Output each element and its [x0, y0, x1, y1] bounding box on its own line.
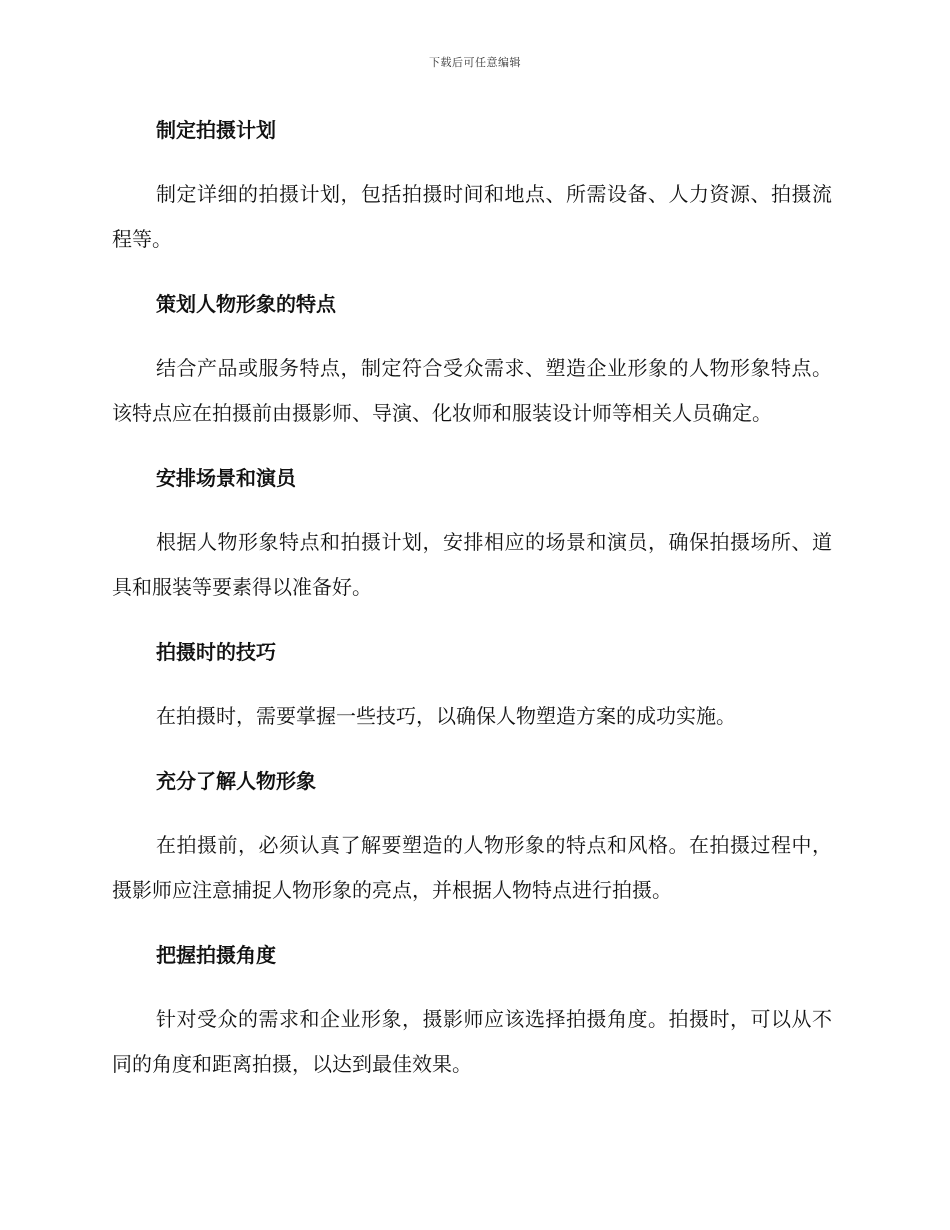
section-heading: 策划人物形象的特点	[156, 292, 336, 316]
section-paragraph: 结合产品或服务特点，制定符合受众需求、塑造企业形象的人物形象特点。该特点应在拍摄前由摄影师、导演、化妆师和服装设计师等相关人员确定。	[112, 356, 832, 425]
section-paragraph: 在拍摄前，必须认真了解要塑造的人物形象的特点和风格。在拍摄过程中，摄影师应注意捕捉人物形象的亮点，并根据人物特点进行拍摄。	[112, 833, 832, 902]
section-heading: 充分了解人物形象	[156, 769, 316, 793]
section-paragraph: 在拍摄时，需要掌握一些技巧，以确保人物塑造方案的成功实施。	[156, 704, 736, 728]
section-heading: 制定拍摄计划	[156, 118, 276, 142]
section-paragraph: 针对受众的需求和企业形象，摄影师应该选择拍摄角度。拍摄时，可以从不同的角度和距离拍摄，以达到最佳效果。	[112, 1007, 832, 1076]
header-note: 下载后可任意编辑	[429, 56, 521, 69]
section-heading: 拍摄时的技巧	[156, 640, 276, 664]
section-heading: 安排场景和演员	[156, 466, 296, 490]
section-heading: 把握拍摄角度	[156, 943, 276, 967]
section-paragraph: 根据人物形象特点和拍摄计划，安排相应的场景和演员，确保拍摄场所、道具和服装等要素得以准备好。	[112, 530, 832, 599]
document-body	[112, 114, 832, 1087]
section-paragraph: 制定详细的拍摄计划，包括拍摄时间和地点、所需设备、人力资源、拍摄流程等。	[112, 182, 832, 251]
